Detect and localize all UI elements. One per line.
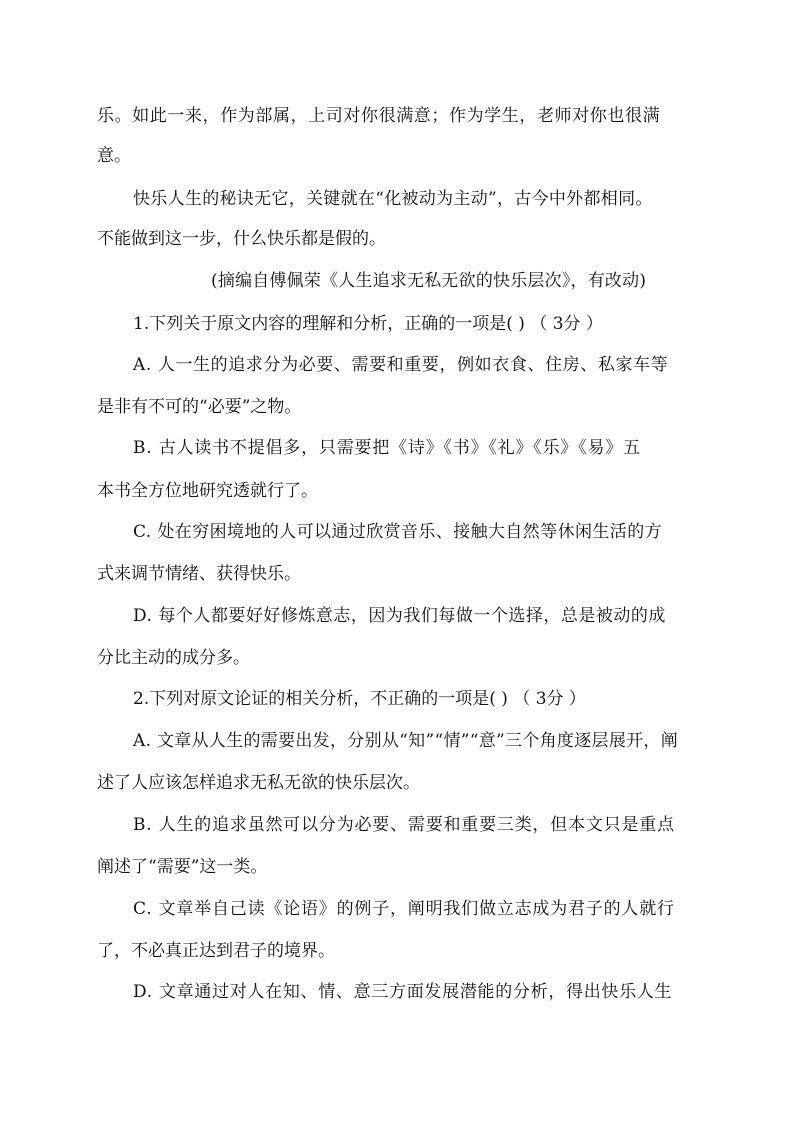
q2-option-c-cont: 了，不必真正达到君子的境界。 (97, 941, 335, 961)
q1-option-d: D. 每个人都要好好修炼意志，因为我们每做一个选择，总是被动的成 (133, 606, 666, 626)
q1-option-b: B. 古人读书不提倡多，只需要把《诗》《书》《礼》《乐》《易》五 (133, 438, 641, 458)
q2-option-b: B. 人生的追求虽然可以分为必要、需要和重要三类，但本文只是重点 (133, 815, 675, 835)
text-line: 意。 (97, 146, 131, 166)
q1-option-c: C. 处在穷困境地的人可以通过欣赏音乐、接触大自然等休闲生活的方 (133, 522, 663, 542)
q2-option-d: D. 文章通过对人在知、情、意三方面发展潜能的分析，得出快乐人生 (133, 982, 673, 1002)
question-1: 1.下列关于原文内容的理解和分析，正确的一项是( ) （ 3分 ） (133, 314, 603, 334)
text-line: 乐。如此一来，作为部属，上司对你很满意；作为学生，老师对你也很满 (97, 106, 661, 126)
text-line: 不能做到这一步，什么快乐都是假的。 (97, 229, 386, 249)
q1-option-a: A. 人一生的追求分为必要、需要和重要，例如衣食、住房、私家车等 (133, 355, 669, 375)
q1-option-c-cont: 式来调节情绪、获得快乐。 (97, 564, 301, 584)
q1-option-a-cont: 是非有不可的“必要”之物。 (97, 397, 302, 417)
q2-option-a: A. 文章从人生的需要出发，分别从“知”“情”“意”三个角度逐层展开，阐 (133, 731, 679, 751)
q2-option-c: C. 文章举自己读《论语》的例子，阐明我们做立志成为君子的人就行 (133, 899, 675, 919)
paragraph-start: 快乐人生的秘诀无它，关键就在“化被动为主动”，古今中外都相同。 (133, 189, 653, 209)
q1-option-d-cont: 分比主动的成分多。 (97, 648, 250, 668)
question-2: 2.下列对原文论证的相关分析，不正确的一项是( ) （ 3分 ） (133, 689, 586, 709)
q1-option-b-cont: 本书全方位地研究透就行了。 (97, 481, 318, 501)
q2-option-a-cont: 述了人应该怎样追求无私无欲的快乐层次。 (97, 773, 420, 793)
q2-option-b-cont: 阐述了“需要”这一类。 (97, 857, 268, 877)
source-citation: (摘编自傅佩荣《人生追求无私无欲的快乐层次》，有改动) (211, 271, 647, 291)
